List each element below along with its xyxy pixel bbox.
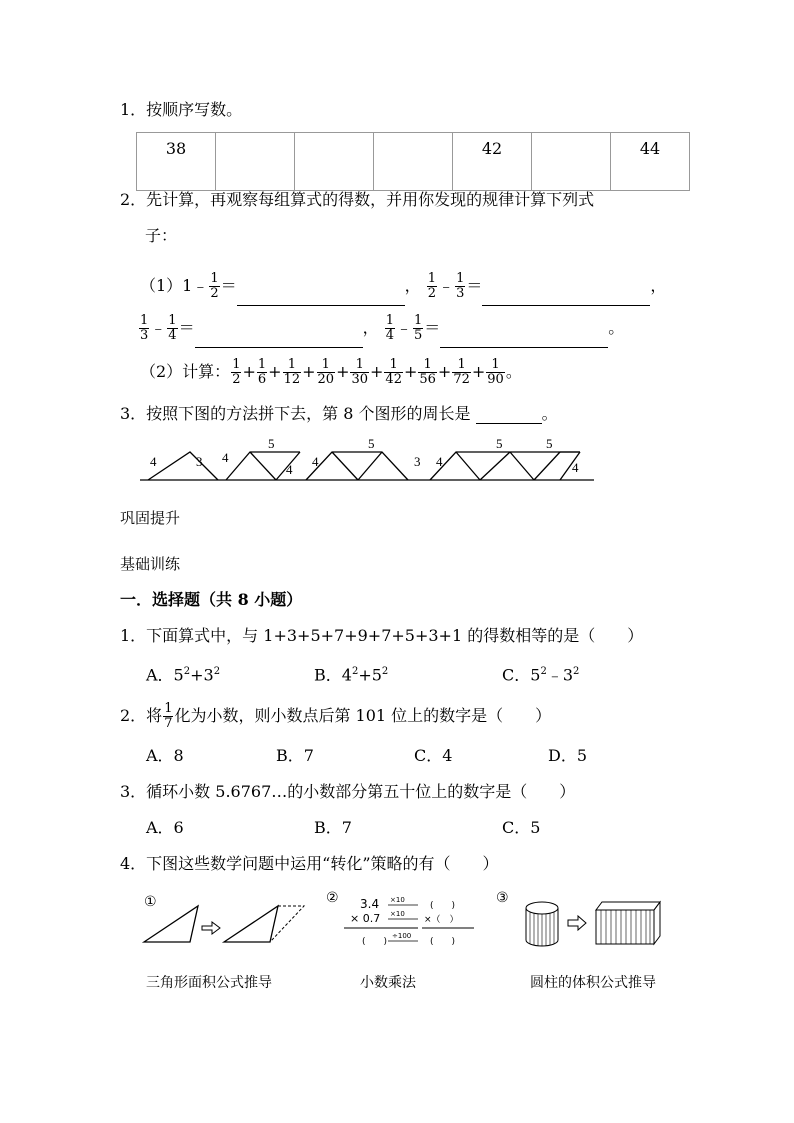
q2-line1: 2．先计算，再观察每组算式的得数，并用你发现的规律计算下列式 xyxy=(120,190,595,209)
fraction: $\frac{1}{2}$ xyxy=(232,357,241,387)
section-title: 基础训练 xyxy=(120,555,181,573)
plus-sign: + xyxy=(471,362,486,381)
seq-cell[interactable] xyxy=(374,133,453,191)
side-label: 4 xyxy=(312,454,319,469)
cylinder-transform-figure xyxy=(496,886,666,950)
seq-cell[interactable] xyxy=(216,133,295,191)
figure-caption: 三角形面积公式推导 xyxy=(146,975,272,991)
svg-text:÷100: ÷100 xyxy=(392,932,412,940)
side-label: 3 xyxy=(196,454,203,469)
fraction: $\frac{1}{20}$ xyxy=(317,357,335,387)
q2-row2: $\frac{1}{3}$ ﹣ $\frac{1}{4}$ ＝ ， $\frac{1}{4}$ ﹣ $\frac{1}{5}$ ＝ 。 xyxy=(138,308,624,348)
svg-text:3.4: 3.4 xyxy=(360,897,380,911)
triangle-pattern-figure xyxy=(140,434,600,486)
mc4-stem: 4．下图这些数学问题中运用“转化”策略的有（ ） xyxy=(120,854,499,873)
q3-line: 3．按照下图的方法拼下去，第 8 个图形的周长是 。 xyxy=(120,404,558,423)
mc3-option[interactable]: B．7 xyxy=(314,818,352,837)
fraction: $\frac{1}{90}$ xyxy=(487,357,504,387)
answer-blank[interactable] xyxy=(237,289,405,306)
side-label: 5 xyxy=(546,436,553,451)
answer-blank[interactable] xyxy=(440,331,608,348)
plus-sign: + xyxy=(403,362,418,381)
svg-text:×10: ×10 xyxy=(390,896,405,904)
fraction: $\frac{1}{2}$ xyxy=(427,271,437,301)
section-title: 巩固提升 xyxy=(120,509,181,527)
side-label: 4 xyxy=(150,454,157,469)
side-label: 5 xyxy=(368,436,375,451)
mc1-option-b[interactable]: B．$4^2+5^2$ xyxy=(314,665,389,685)
fraction: $\frac{1}{2}$ xyxy=(210,271,219,301)
side-label: 4 xyxy=(286,462,293,477)
fraction: $\frac{1}{42}$ xyxy=(385,357,402,387)
mc2-option[interactable]: B．7 xyxy=(276,746,314,765)
fraction: $\frac{1}{30}$ xyxy=(351,357,369,387)
decimal-multiplication-figure xyxy=(322,890,482,950)
fraction: $\frac{1}{3}$ xyxy=(140,313,149,343)
side-label: 4 xyxy=(572,460,579,475)
plus-sign: + xyxy=(242,362,256,381)
svg-text:②: ② xyxy=(326,890,339,906)
answer-blank[interactable] xyxy=(195,331,363,348)
mc2-option[interactable]: C．4 xyxy=(414,746,453,765)
fraction: $\frac{1}{3}$ xyxy=(456,271,465,301)
side-label: 4 xyxy=(222,450,229,465)
svg-text:( ): ( ) xyxy=(430,901,456,911)
seq-cell[interactable] xyxy=(295,133,374,191)
mc2-option[interactable]: A．8 xyxy=(146,746,184,765)
seq-cell[interactable] xyxy=(532,133,611,191)
svg-text:( ): ( ) xyxy=(362,937,388,947)
side-label: 3 xyxy=(414,454,421,469)
fraction: $\frac{1}{12}$ xyxy=(283,357,301,387)
fraction: $\frac{1}{4}$ xyxy=(168,313,177,343)
mc3-option[interactable]: C．5 xyxy=(502,818,541,837)
seq-cell: 44 xyxy=(611,133,690,191)
mc3-stem: 3．循环小数 5.6767…的小数部分第五十位上的数字是（ ） xyxy=(120,782,576,801)
side-label: 4 xyxy=(436,454,443,469)
answer-blank[interactable] xyxy=(482,289,650,306)
q1-title: 1．按顺序写数。 xyxy=(120,100,243,119)
fraction: $\frac{1}{4}$ xyxy=(385,313,394,343)
svg-text:× 0.7: × 0.7 xyxy=(350,912,381,925)
mc1-stem: 1．下面算式中，与 1+3+5+7+9+7+5+3+1 的得数相等的是（ ） xyxy=(120,626,644,645)
svg-text:①: ① xyxy=(144,894,157,910)
part-label: （1）1﹣ xyxy=(140,276,209,295)
plus-sign: + xyxy=(370,362,384,381)
part-label: （2）计算： xyxy=(140,362,231,381)
part-heading: 一．选择题（共 8 小题） xyxy=(120,590,303,609)
q2-row1: （1）1﹣ $\frac{1}{2}$ ＝ ， $\frac{1}{2}$ ﹣ $\frac{1}{3}$ ＝ ， xyxy=(140,266,666,306)
fraction: $\frac{1}{56}$ xyxy=(419,357,436,387)
plus-sign: + xyxy=(268,362,282,381)
mc1-option-c[interactable]: C．$5^2﹣3^2$ xyxy=(502,665,580,685)
svg-text:③: ③ xyxy=(496,890,509,906)
sequence-table xyxy=(136,132,690,191)
mc2-stem: 2．将 $\frac{1}{7}$ 化为小数，则小数点后第 101 位上的数字是（ ） xyxy=(120,701,552,731)
svg-text:×10: ×10 xyxy=(390,910,405,918)
figure-caption: 圆柱的体积公式推导 xyxy=(530,975,656,991)
seq-cell: 42 xyxy=(453,133,532,191)
side-label: 5 xyxy=(268,436,275,451)
q2-row3: （2）计算： $\frac{1}{2}$ + $\frac{1}{6}$ + $\frac{1}{12}$ + $\frac{1}{20}$ + $\frac{1}{30}$ + $\frac{1}{42}$ + $\frac{1}{56}$ + $\frac{1}{72}$ + $\frac{1}{90}$ 。 xyxy=(140,357,522,387)
svg-text:( ): ( ) xyxy=(430,937,456,947)
side-label: 5 xyxy=(496,436,503,451)
q3-text: 3．按照下图的方法拼下去，第 8 个图形的周长是 xyxy=(120,404,471,423)
svg-text:×（ ）: ×（ ） xyxy=(424,915,459,925)
fraction: $\frac{1}{72}$ xyxy=(453,357,470,387)
seq-cell: 38 xyxy=(137,133,216,191)
plus-sign: + xyxy=(302,362,316,381)
fraction: $\frac{1}{7}$ xyxy=(164,701,173,731)
figure-caption: 小数乘法 xyxy=(360,975,416,991)
fraction: $\frac{1}{6}$ xyxy=(257,357,267,387)
mc3-option[interactable]: A．6 xyxy=(146,818,184,837)
plus-sign: + xyxy=(336,362,350,381)
fraction: $\frac{1}{5}$ xyxy=(414,313,423,343)
answer-blank[interactable] xyxy=(476,407,542,424)
q2-line2: 子： xyxy=(145,226,178,245)
triangle-transform-figure xyxy=(142,890,312,948)
plus-sign: + xyxy=(437,362,452,381)
mc1-option-a[interactable]: A．$5^2+3^2$ xyxy=(146,665,221,685)
mc2-option[interactable]: D．5 xyxy=(548,746,588,765)
